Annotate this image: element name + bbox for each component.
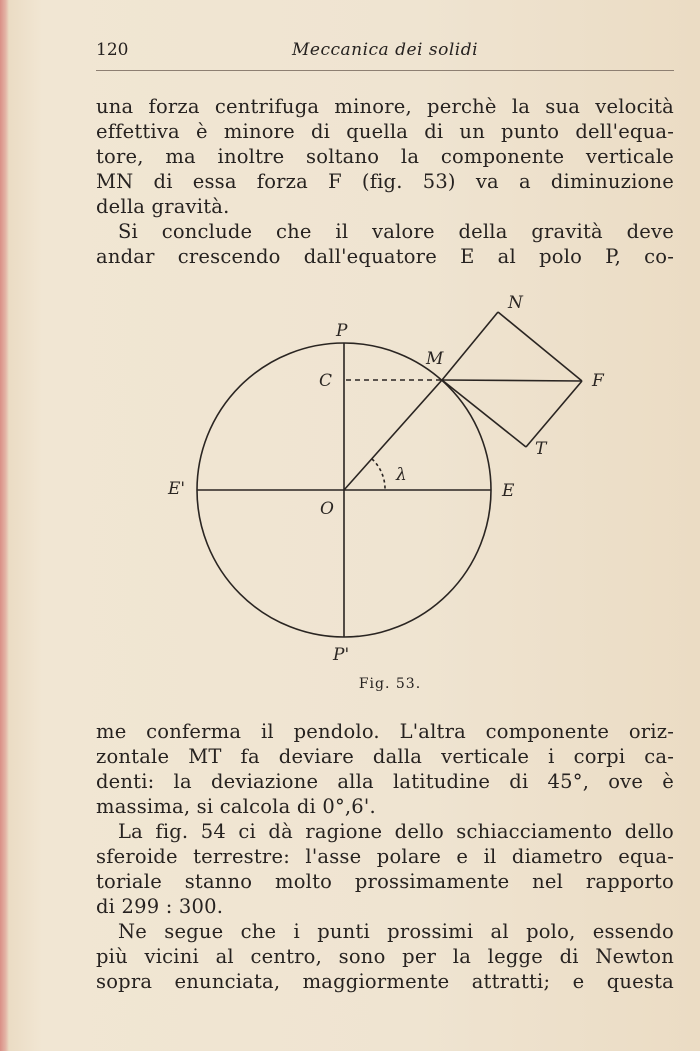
paragraph-block-bottom — [96, 719, 674, 994]
text-line: denti: la deviazione alla latitudine di 45°, ove è — [96, 770, 674, 793]
text-line: MN di essa forza F (fig. 53) va a diminuzione — [96, 170, 674, 193]
text-line: sferoide terrestre: l'asse polare e il diametro equa- — [96, 845, 674, 868]
text-line: massima, si calcola di 0°,6'. — [96, 795, 376, 818]
label-n: N — [508, 293, 523, 313]
running-head: Meccanica dei solidi — [291, 40, 479, 60]
label-t: T — [535, 439, 547, 459]
line-nf — [498, 312, 582, 381]
text-line: della gravità. — [96, 195, 230, 218]
label-m: M — [426, 349, 444, 369]
label-e-prime: E' — [168, 479, 186, 499]
label-e: E — [502, 481, 515, 501]
text-line: me conferma il pendolo. L'altra componente oriz- — [96, 720, 674, 743]
figure-53 — [150, 290, 630, 680]
latitude-arc — [372, 459, 385, 490]
text-line: tore, ma inoltre soltano la componente verticale — [96, 145, 674, 168]
text-line: Si conclude che il valore della gravità deve — [118, 220, 674, 243]
label-o: O — [320, 499, 334, 519]
text-line: di 299 : 300. — [96, 895, 224, 918]
radius-om — [344, 380, 442, 490]
label-f: F — [592, 371, 604, 391]
text-line: Ne segue che i punti prossimi al polo, essendo — [118, 920, 674, 943]
text-line: toriale stanno molto prossimamente nel rapporto — [96, 870, 674, 893]
label-lambda: λ — [396, 465, 407, 485]
page-number: 120 — [96, 40, 129, 60]
text-line: effettiva è minore di quella di un punto dell'equa- — [96, 120, 674, 143]
text-line: andar crescendo dall'equatore E al polo P, co- — [96, 245, 674, 268]
text-line: più vicini al centro, sono per la legge di Newton — [96, 945, 674, 968]
line-tf — [526, 381, 582, 447]
label-c: C — [319, 371, 333, 391]
figure-caption: Fig. 53. — [358, 676, 422, 692]
header-rule — [96, 70, 674, 71]
paragraph-block-top — [96, 94, 674, 269]
text-line: La fig. 54 ci dà ragione dello schiacciamento dello — [118, 820, 674, 843]
page-header — [96, 38, 674, 66]
component-mn — [442, 312, 498, 380]
label-p: P — [336, 321, 348, 341]
text-line: una forza centrifuga minore, perchè la sua velocità — [96, 95, 674, 118]
earth-gravity-diagram — [150, 290, 630, 680]
text-line: zontale MT fa deviare dalla verticale i corpi ca- — [96, 745, 674, 768]
label-p-prime: P' — [333, 645, 350, 665]
force-mf — [442, 380, 582, 381]
component-mt — [442, 380, 526, 447]
text-line: sopra enunciata, maggiormente attratti; e questa — [96, 970, 674, 993]
page-edge — [0, 0, 9, 1051]
